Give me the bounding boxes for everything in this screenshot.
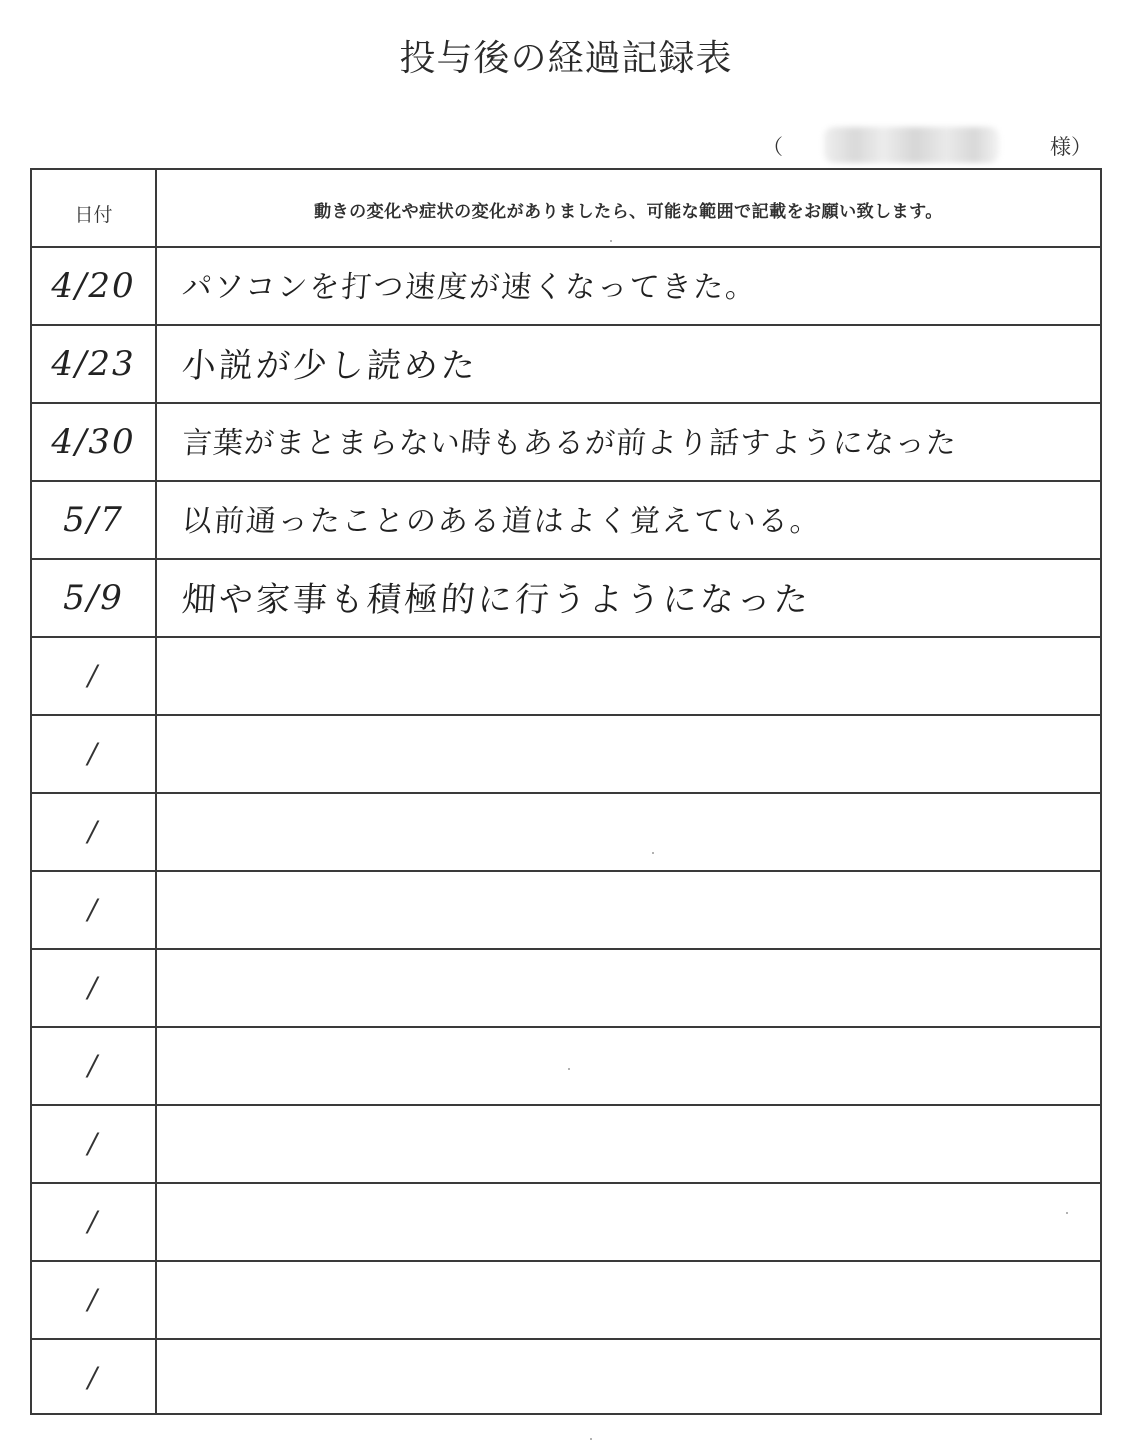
record-rows	[32, 248, 1100, 1418]
table-row	[32, 248, 1100, 326]
entry-date: /	[87, 1049, 100, 1082]
entry-note: 畑や家事も積極的に行うようになった	[180, 580, 813, 620]
table-row	[32, 326, 1100, 404]
table-row	[32, 482, 1100, 560]
table-row	[32, 1262, 1100, 1340]
entry-date: 4/30	[51, 422, 136, 462]
entry-date: /	[87, 815, 100, 848]
entry-note: パソコンを打つ速度が速くなってきた。	[180, 270, 759, 305]
table-row	[32, 716, 1100, 794]
entry-date: 5/7	[63, 500, 124, 540]
scan-speck	[590, 1438, 592, 1440]
scan-speck	[652, 852, 654, 854]
entry-note[interactable]	[179, 638, 1094, 714]
entry-note[interactable]	[179, 950, 1094, 1026]
document-title: 投与後の経過記録表	[399, 38, 733, 79]
entry-note[interactable]	[179, 794, 1094, 870]
entry-date: /	[87, 1127, 100, 1160]
header-note-instruction: 動きの変化や症状の変化がありましたら、可能な範囲で記載をお願い致します。	[314, 202, 943, 222]
header-date-label: 日付	[74, 204, 113, 226]
table-row	[32, 872, 1100, 950]
table-row	[32, 950, 1100, 1028]
entry-date: /	[87, 737, 100, 770]
entry-date: /	[87, 971, 100, 1004]
entry-date: 4/23	[51, 344, 136, 384]
entry-note[interactable]	[179, 1340, 1094, 1418]
table-row	[32, 404, 1100, 482]
entry-date: 4/20	[51, 266, 136, 306]
entry-date: /	[87, 1283, 100, 1316]
table-header-row	[32, 170, 1100, 248]
redacted-name	[824, 127, 999, 163]
entry-note: 言葉がまとまらない時もあるが前より話すようになった	[180, 426, 959, 461]
name-honorific: 様）	[1050, 135, 1092, 159]
entry-note[interactable]	[179, 1106, 1094, 1182]
table-row	[32, 1106, 1100, 1184]
entry-note[interactable]	[179, 1028, 1094, 1104]
table-row	[32, 794, 1100, 872]
entry-note[interactable]	[179, 872, 1094, 948]
entry-date: /	[87, 1361, 100, 1394]
patient-name-line	[762, 125, 1092, 165]
entry-note: 小説が少し読めた	[180, 346, 480, 386]
table-row	[32, 638, 1100, 716]
table-row	[32, 1028, 1100, 1106]
table-row	[32, 560, 1100, 638]
entry-note[interactable]	[179, 716, 1094, 792]
scan-speck	[568, 1068, 570, 1070]
scan-speck	[610, 240, 612, 242]
entry-date: /	[87, 893, 100, 926]
entry-date: /	[87, 1205, 100, 1238]
entry-note[interactable]	[179, 1184, 1094, 1260]
entry-note: 以前通ったことのある道はよく覚えている。	[180, 504, 824, 539]
scan-speck	[1066, 1212, 1068, 1214]
table-row	[32, 1184, 1100, 1262]
record-table	[30, 168, 1102, 1415]
table-row	[32, 1340, 1100, 1418]
entry-date: /	[87, 659, 100, 692]
entry-note[interactable]	[179, 1262, 1094, 1338]
entry-date: 5/9	[63, 578, 124, 618]
name-paren-open: （	[762, 135, 783, 159]
